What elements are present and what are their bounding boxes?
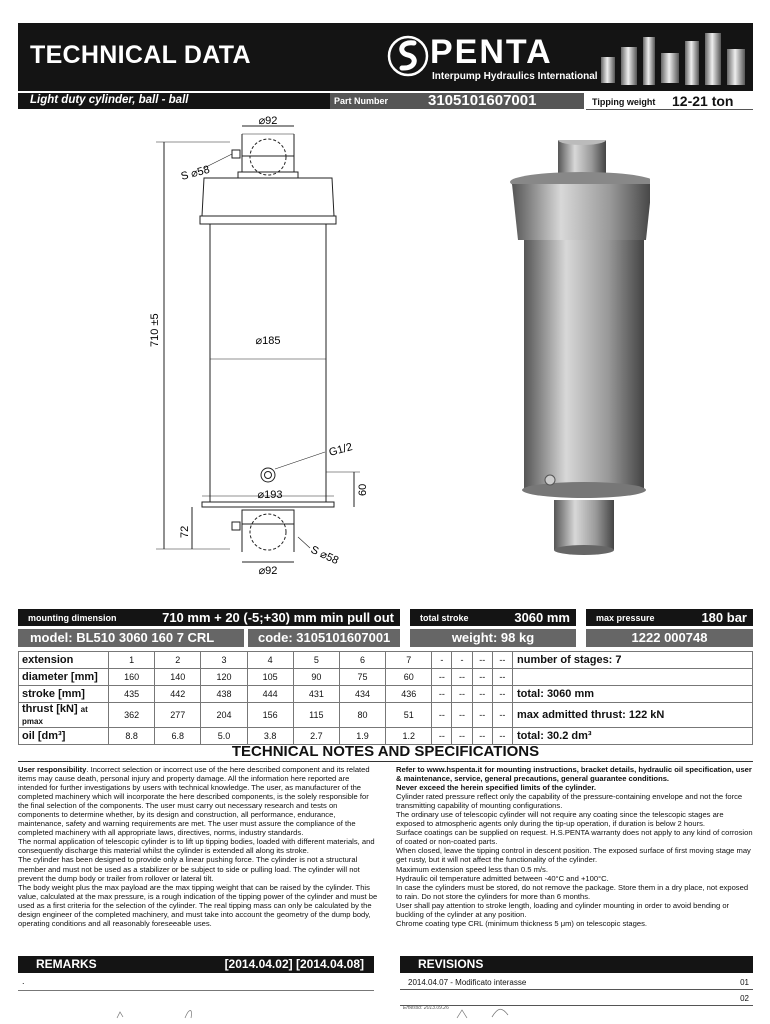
- total-stroke-value: 3060 mm: [482, 609, 576, 626]
- row-summary: [513, 669, 753, 686]
- row-label: extension: [19, 652, 109, 669]
- max-pressure-value: 180 bar: [672, 609, 753, 626]
- table-cell: 435: [109, 686, 155, 703]
- tipping-weight-label: Tipping weight: [592, 97, 656, 107]
- stages-table: [18, 651, 753, 745]
- table-cell: 160: [109, 669, 155, 686]
- table-cell: 1.9: [339, 728, 385, 745]
- revisions-header: REVISIONS: [400, 956, 753, 973]
- table-cell: --: [472, 686, 492, 703]
- signature-mark: [490, 1005, 510, 1019]
- table-cell: 8.8: [109, 728, 155, 745]
- remarks-content: .: [22, 976, 25, 986]
- product-description: Light duty cylinder, ball - ball: [18, 93, 330, 109]
- divider: [586, 109, 753, 110]
- notes-left-column: [18, 765, 380, 928]
- table-cell: --: [452, 703, 472, 728]
- revision-row: [400, 991, 753, 1006]
- row-summary: number of stages: 7: [513, 652, 753, 669]
- note-text: In case the cylinders must be stored, do not remove the package. Store them in a dry place, not exposed to rain. Do not store the cylinders for more than 6 months.: [396, 882, 749, 901]
- note-text: The normal application of telescopic cylinder is to lift up tipping bodies, loaded with different materials, and consequently discharge this material whilst the cylinder is extended all along its stroke.: [18, 837, 375, 856]
- remarks-dates: [2014.04.02] [2014.04.08]: [224, 957, 364, 971]
- table-cell: --: [472, 652, 492, 669]
- notes-right-column: [396, 765, 753, 928]
- max-pressure-label: max pressure: [586, 609, 672, 626]
- table-row: [19, 669, 753, 686]
- table-cell: 3.8: [247, 728, 293, 745]
- table-cell: --: [432, 686, 452, 703]
- part-code: code: 3105101607001: [248, 629, 400, 647]
- table-cell: --: [472, 728, 492, 745]
- dim-72: 72: [179, 525, 191, 538]
- table-cell: 75: [339, 669, 385, 686]
- cylinder-render-image: [500, 140, 650, 560]
- row-summary: total: 30.2 dm³: [513, 728, 753, 745]
- header-bar: [18, 23, 753, 91]
- table-cell: 5.0: [201, 728, 247, 745]
- table-cell: 5: [293, 652, 339, 669]
- table-cell: --: [472, 669, 492, 686]
- dim-top-diameter: ⌀92: [258, 115, 278, 127]
- row-label: diameter [mm]: [19, 669, 109, 686]
- table-cell: -: [452, 652, 472, 669]
- remarks-header: [18, 956, 374, 973]
- table-cell: 444: [247, 686, 293, 703]
- table-cell: --: [492, 703, 512, 728]
- dim-sphere-bottom: S ⌀58: [308, 543, 341, 568]
- table-cell: 1: [109, 652, 155, 669]
- note-text: When closed, leave the tipping control in descent position. The exposed surface of first moving stage may get rusty, but it will not affect the functionality of the cylinder.: [396, 846, 751, 865]
- table-cell: 2: [155, 652, 201, 669]
- note-text: Maximum extension speed less than 0.5 m/s.: [396, 864, 548, 874]
- table-cell: 51: [386, 703, 432, 728]
- divider: [18, 990, 374, 991]
- table-cell: 438: [201, 686, 247, 703]
- table-row: [19, 686, 753, 703]
- table-cell: --: [472, 703, 492, 728]
- dim-bottom-diameter: ⌀92: [258, 565, 278, 577]
- row-label: thrust [kN] at pmax: [19, 703, 109, 728]
- row-label: oil [dm³]: [19, 728, 109, 745]
- table-cell: 7: [386, 652, 432, 669]
- table-cell: --: [492, 728, 512, 745]
- table-cell: 4: [247, 652, 293, 669]
- table-cell: --: [492, 669, 512, 686]
- note-text: Chrome coating type CRL (minimum thickness 5 μm) on telescopic stages.: [396, 918, 647, 928]
- table-cell: 431: [293, 686, 339, 703]
- user-responsibility-heading: User responsibility: [18, 765, 87, 774]
- table-cell: 1.2: [386, 728, 432, 745]
- table-cell: 80: [339, 703, 385, 728]
- penta-logo: [386, 31, 598, 87]
- table-cell: --: [432, 669, 452, 686]
- table-cell: 115: [293, 703, 339, 728]
- header-cylinders-image: [593, 27, 751, 89]
- note-text: The ordinary use of telescopic cylinder will not require any coating since the telescopic stages are exposed to atmospheric agents only during the tip-up operation, if duration is below 2 hours.: [396, 810, 724, 829]
- table-cell: --: [432, 728, 452, 745]
- row-summary: max admitted thrust: 122 kN: [513, 703, 753, 728]
- note-heading: Refer to www.hspenta.it for mounting instructions, bracket details, hydraulic oil specification, user & maintenance, service, general precautions, general guarantee conditions.: [396, 765, 752, 784]
- table-cell: --: [452, 686, 472, 703]
- dim-60: 60: [357, 483, 369, 496]
- note-text: The cylinder has been designed to provide only a linear pushing force. The cylinder is not a structural member and must not be used as a stabilizer or be subject to side or pulling load. The cylinder will not prevent the dump body or trailer from rollover or lateral tilt.: [18, 855, 360, 883]
- signature-mark: [455, 1008, 469, 1020]
- mounting-dimension-value: 710 mm + 20 (-5;+30) mm min pull out: [146, 609, 400, 626]
- mounting-dimension-label: mounting dimension: [18, 609, 146, 626]
- table-cell: -: [432, 652, 452, 669]
- table-cell: 434: [339, 686, 385, 703]
- divider: [18, 761, 753, 762]
- issued-date: Emesso: 2013.09.26: [403, 1005, 449, 1011]
- revision-row: [400, 975, 753, 990]
- weight: weight: 98 kg: [410, 629, 576, 647]
- dim-base-diameter: ⌀193: [257, 489, 283, 501]
- page-title: TECHNICAL DATA: [30, 41, 251, 69]
- row-summary: total: 3060 mm: [513, 686, 753, 703]
- note-text: The body weight plus the max payload are the max tipping weight that can be raised by the cylinder. This value, calculated at the max pressure, is a rough indication of the tipping power of the cylinder and must be used as a first criteria for the selection of the cylinder. The real tipping mass can only be calculated by the design engineer of the completed machinery, and must take into account the geometry of the dump body, operating conditions and all reasonably foreseeable uses.: [18, 882, 378, 928]
- dim-port: G1/2: [327, 441, 354, 459]
- table-row: [19, 728, 753, 745]
- table-cell: 204: [201, 703, 247, 728]
- revision-number: 01: [740, 978, 749, 987]
- table-cell: --: [492, 686, 512, 703]
- table-cell: 156: [247, 703, 293, 728]
- table-cell: 277: [155, 703, 201, 728]
- brand-subtitle: Interpump Hydraulics International: [432, 71, 598, 82]
- table-cell: 90: [293, 669, 339, 686]
- total-stroke-label: total stroke: [410, 609, 482, 626]
- revision-number: 02: [740, 994, 749, 1003]
- table-cell: 6.8: [155, 728, 201, 745]
- dim-length: 710 ±5: [149, 313, 161, 347]
- table-cell: 3: [201, 652, 247, 669]
- note-text: Surface coatings can be supplied on request. H.S.PENTA warranty does not apply to any kind of corrosion of coated or non-coated parts.: [396, 828, 753, 847]
- note-text: Hydraulic oil temperature admitted between -40°C and +100°C.: [396, 873, 609, 883]
- dim-body-diameter: ⌀185: [255, 335, 281, 347]
- table-row: [19, 703, 753, 728]
- note-text: Cylinder rated pressure reflect only the capability of the pressure-containing envelope and not the force transmitting capability of mounting configurations.: [396, 792, 743, 811]
- part-number: 3105101607001: [422, 93, 584, 109]
- note-text: User shall pay attention to stroke length, loading and cylinder mounting in order to avoid bending or buckling of the cylinder at any position.: [396, 900, 730, 919]
- table-cell: 442: [155, 686, 201, 703]
- table-cell: 120: [201, 669, 247, 686]
- technical-drawing: [120, 112, 420, 592]
- table-cell: 60: [386, 669, 432, 686]
- table-row: [19, 652, 753, 669]
- table-cell: 105: [247, 669, 293, 686]
- row-label: stroke [mm]: [19, 686, 109, 703]
- signature-mark: [115, 1010, 127, 1020]
- dim-sphere-top: S ⌀58: [179, 163, 212, 183]
- note-heading: Never exceed the herein specified limits of the cylinder.: [396, 783, 597, 793]
- table-cell: --: [452, 669, 472, 686]
- remarks-label: REMARKS: [36, 957, 97, 971]
- tipping-weight-value: 12-21 ton: [672, 93, 734, 109]
- part-number-label: Part Number: [330, 93, 422, 109]
- table-cell: 362: [109, 703, 155, 728]
- table-cell: 6: [339, 652, 385, 669]
- table-cell: 140: [155, 669, 201, 686]
- table-cell: --: [432, 703, 452, 728]
- penta-swirl-icon: [386, 31, 430, 81]
- table-cell: --: [492, 652, 512, 669]
- brand-name: PENTA: [430, 33, 553, 71]
- table-cell: --: [452, 728, 472, 745]
- table-cell: 436: [386, 686, 432, 703]
- reference-code: 1222 000748: [586, 629, 753, 647]
- table-cell: 2.7: [293, 728, 339, 745]
- signature-mark: [183, 1006, 197, 1020]
- model-code: model: BL510 3060 160 7 CRL: [18, 629, 244, 647]
- revision-text: 2014.04.07 - Modificato interasse: [408, 978, 527, 987]
- notes-title: TECHNICAL NOTES AND SPECIFICATIONS: [231, 743, 540, 760]
- note-text: . Incorrect selection or incorrect use of the here described component and its related items may cause death, personal injury and property damage. All the information here reported are intended for further investigations by users with technical knowledge. The user, as manufacturer of the completed machinery which will incorporate the here described components, is the solely responsible for the final selection of the components. The user must carry out necessary research and tests on components to determine whether, by its design and construction, all performance, endurance, maintenance, safety and warning requirements are met. The user must assure the compliance of the completed machinery with all appropriate laws, directives, norms, industry standards.: [18, 765, 370, 838]
